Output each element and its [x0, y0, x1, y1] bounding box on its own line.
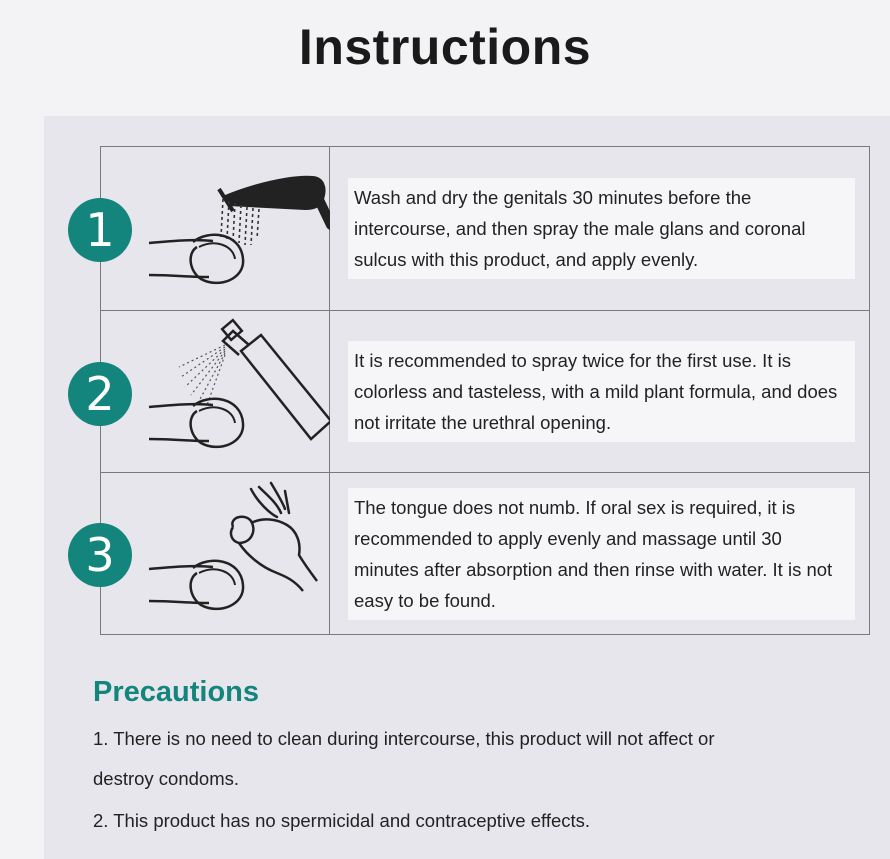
step-illustration-1	[101, 147, 330, 310]
precautions-title: Precautions	[93, 676, 259, 708]
step-row-2	[101, 310, 869, 472]
page-title: Instructions	[298, 19, 592, 75]
step-number-1: 1	[68, 198, 132, 262]
massage-hand-icon	[101, 473, 330, 635]
step-text-1: Wash and dry the genitals 30 minutes before the intercourse, and then spray the male glans and coronal sulcus with this product, and apply evenly.	[348, 178, 855, 279]
step-text-3: The tongue does not numb. If oral sex is required, it is recommended to apply evenly and massage until 30 minutes after absorption and then rinse with water. It is not easy to be found.	[348, 488, 855, 620]
step-text-cell-3	[330, 473, 869, 634]
step-illustration-3	[101, 473, 330, 634]
steps-table	[100, 146, 870, 635]
precaution-item-2: 2. This product has no spermicidal and contraceptive effects.	[93, 810, 591, 831]
step-number-3: 3	[68, 523, 132, 587]
step-text-cell-2	[330, 311, 869, 472]
precaution-item-1-continued: destroy condoms.	[93, 768, 240, 789]
precaution-item-1: 1. There is no need to clean during intercourse, this product will not affect or	[93, 728, 715, 749]
shower-head-icon	[101, 147, 330, 310]
step-row-3	[101, 472, 869, 634]
step-row-1	[101, 147, 869, 310]
spray-bottle-icon	[101, 311, 330, 473]
step-illustration-2	[101, 311, 330, 472]
step-number-2: 2	[68, 362, 132, 426]
step-text-2: It is recommended to spray twice for the first use. It is colorless and tasteless, with a mild plant formula, and does not irritate the urethral opening.	[348, 341, 855, 442]
step-text-cell-1	[330, 147, 869, 310]
